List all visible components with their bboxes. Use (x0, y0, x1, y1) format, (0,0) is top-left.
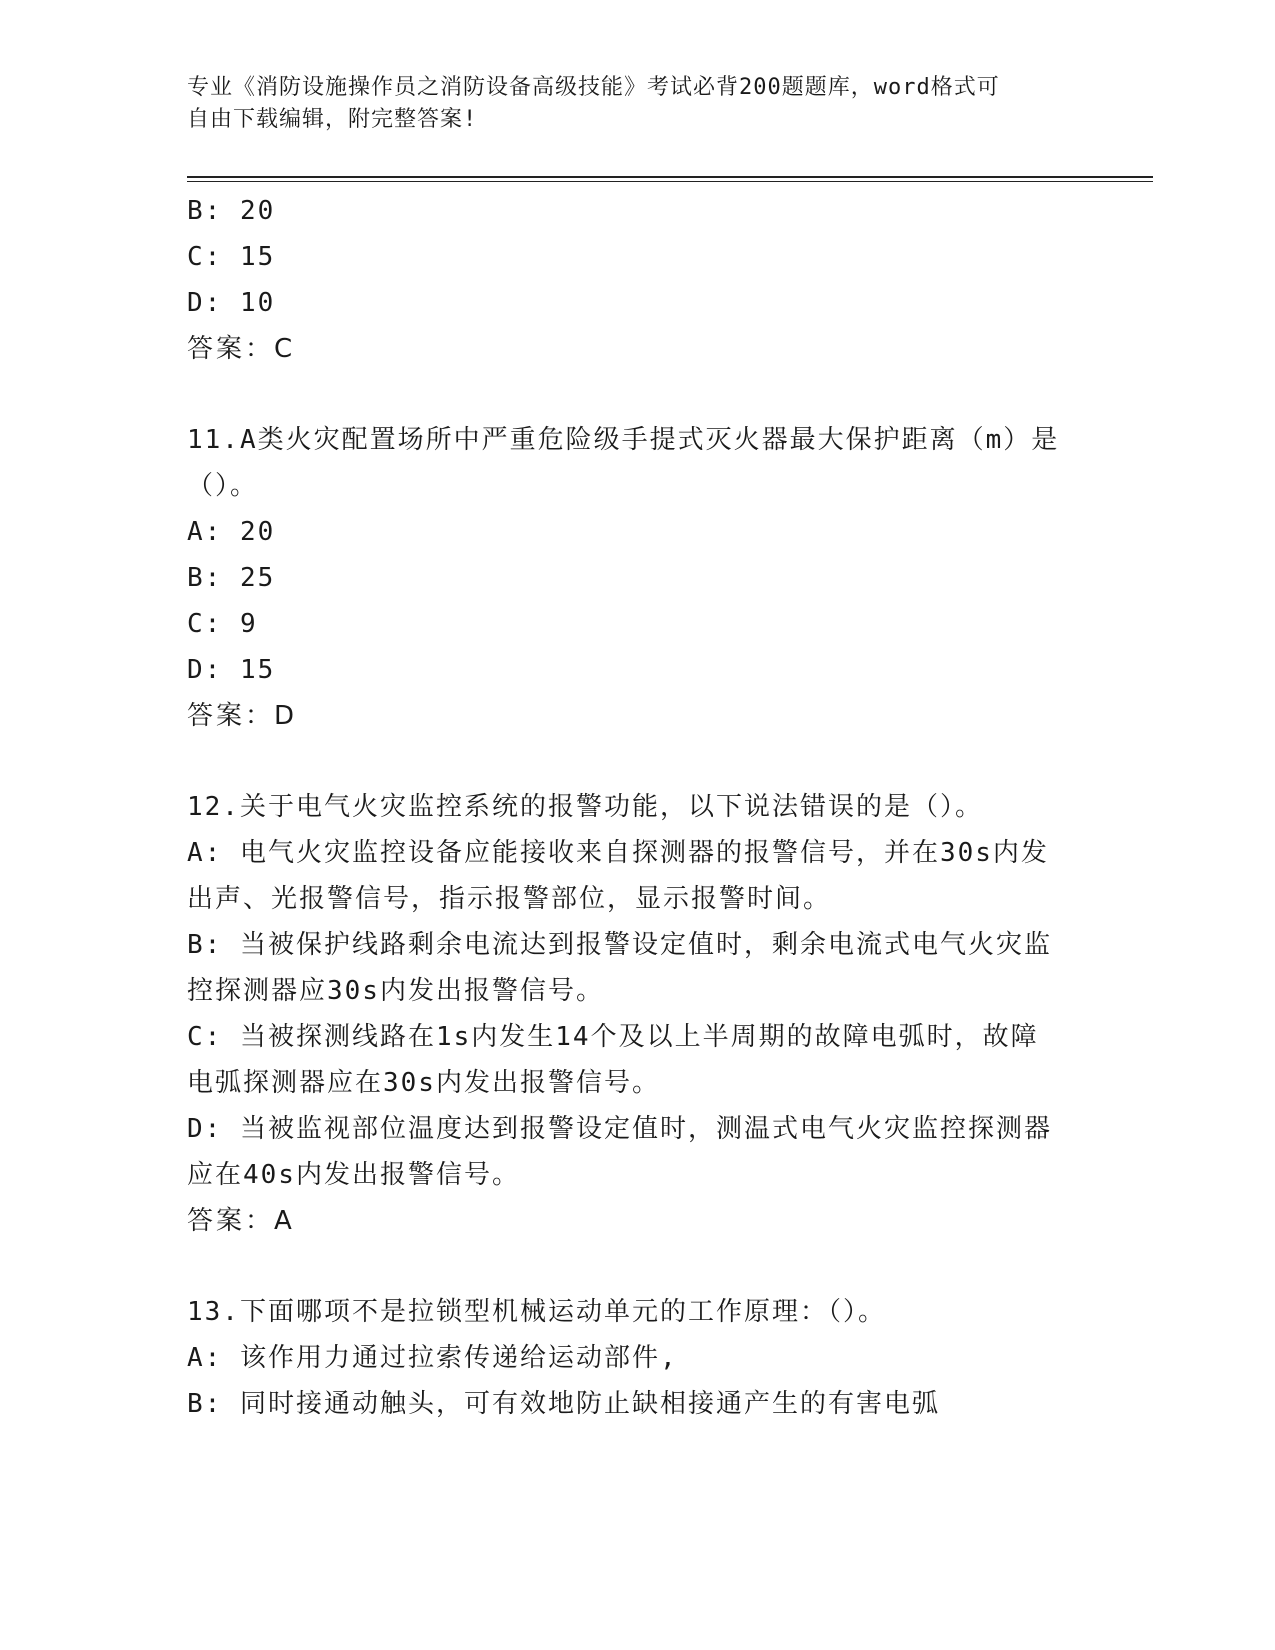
answer-label: 答案：D (187, 701, 298, 731)
option-d: D: 当被监视部位温度达到报警设定值时，测温式电气火灾监控探测器 (187, 1114, 1052, 1144)
option-d: D: 10 (187, 288, 276, 318)
option-b: B: 同时接通动触头，可有效地防止缺相接通产生的有害电弧 (187, 1389, 940, 1419)
answer-label: 答案：A (187, 1206, 295, 1236)
option-b: B: 20 (187, 196, 276, 226)
question-stem: 12.关于电气火灾监控系统的报警功能，以下说法错误的是（）。 (187, 792, 983, 822)
option-a: A: 电气火灾监控设备应能接收来自探测器的报警信号，并在30s内发 (187, 838, 1049, 868)
document-body (187, 188, 1087, 1427)
question-stem: 13.下面哪项不是拉锁型机械运动单元的工作原理：（）。 (187, 1297, 886, 1327)
spacer (187, 1244, 1087, 1289)
option-a-cont: 出声、光报警信号，指示报警部位，显示报警时间。 (187, 884, 832, 914)
option-c: C: 9 (187, 609, 258, 639)
option-b-cont: 控探测器应30s内发出报警信号。 (187, 976, 604, 1006)
header-divider-thin (187, 181, 1153, 182)
spacer (187, 739, 1087, 784)
option-c-cont: 电弧探测器应在30s内发出报警信号。 (187, 1068, 660, 1098)
answer-label: 答案：C (187, 334, 296, 364)
question-13 (187, 1289, 1087, 1427)
header-divider (187, 176, 1153, 178)
question-12 (187, 784, 1087, 1244)
option-d: D: 15 (187, 655, 276, 685)
option-d-cont: 应在40s内发出报警信号。 (187, 1160, 520, 1190)
question-stem-cont: （）。 (187, 471, 259, 501)
option-c: C: 15 (187, 242, 276, 272)
question-stem: 11.A类火灾配置场所中严重危险级手提式灭火器最大保护距离（m）是 (187, 425, 1060, 455)
header-title-line-2: 自由下载编辑，附完整答案! (187, 107, 478, 132)
option-b: B: 当被保护线路剩余电流达到报警设定值时，剩余电流式电气火灾监 (187, 930, 1052, 960)
option-a: A: 该作用力通过拉索传递给运动部件, (187, 1343, 678, 1373)
spacer (187, 372, 1087, 417)
option-a: A: 20 (187, 517, 276, 547)
option-b: B: 25 (187, 563, 276, 593)
document-header (187, 72, 1067, 136)
option-c: C: 当被探测线路在1s内发生14个及以上半周期的故障电弧时，故障 (187, 1022, 1039, 1052)
question-11 (187, 417, 1087, 739)
header-title-line-1: 专业《消防设施操作员之消防设备高级技能》考试必背200题题库，word格式可 (187, 75, 1000, 100)
question-10 (187, 188, 1087, 372)
